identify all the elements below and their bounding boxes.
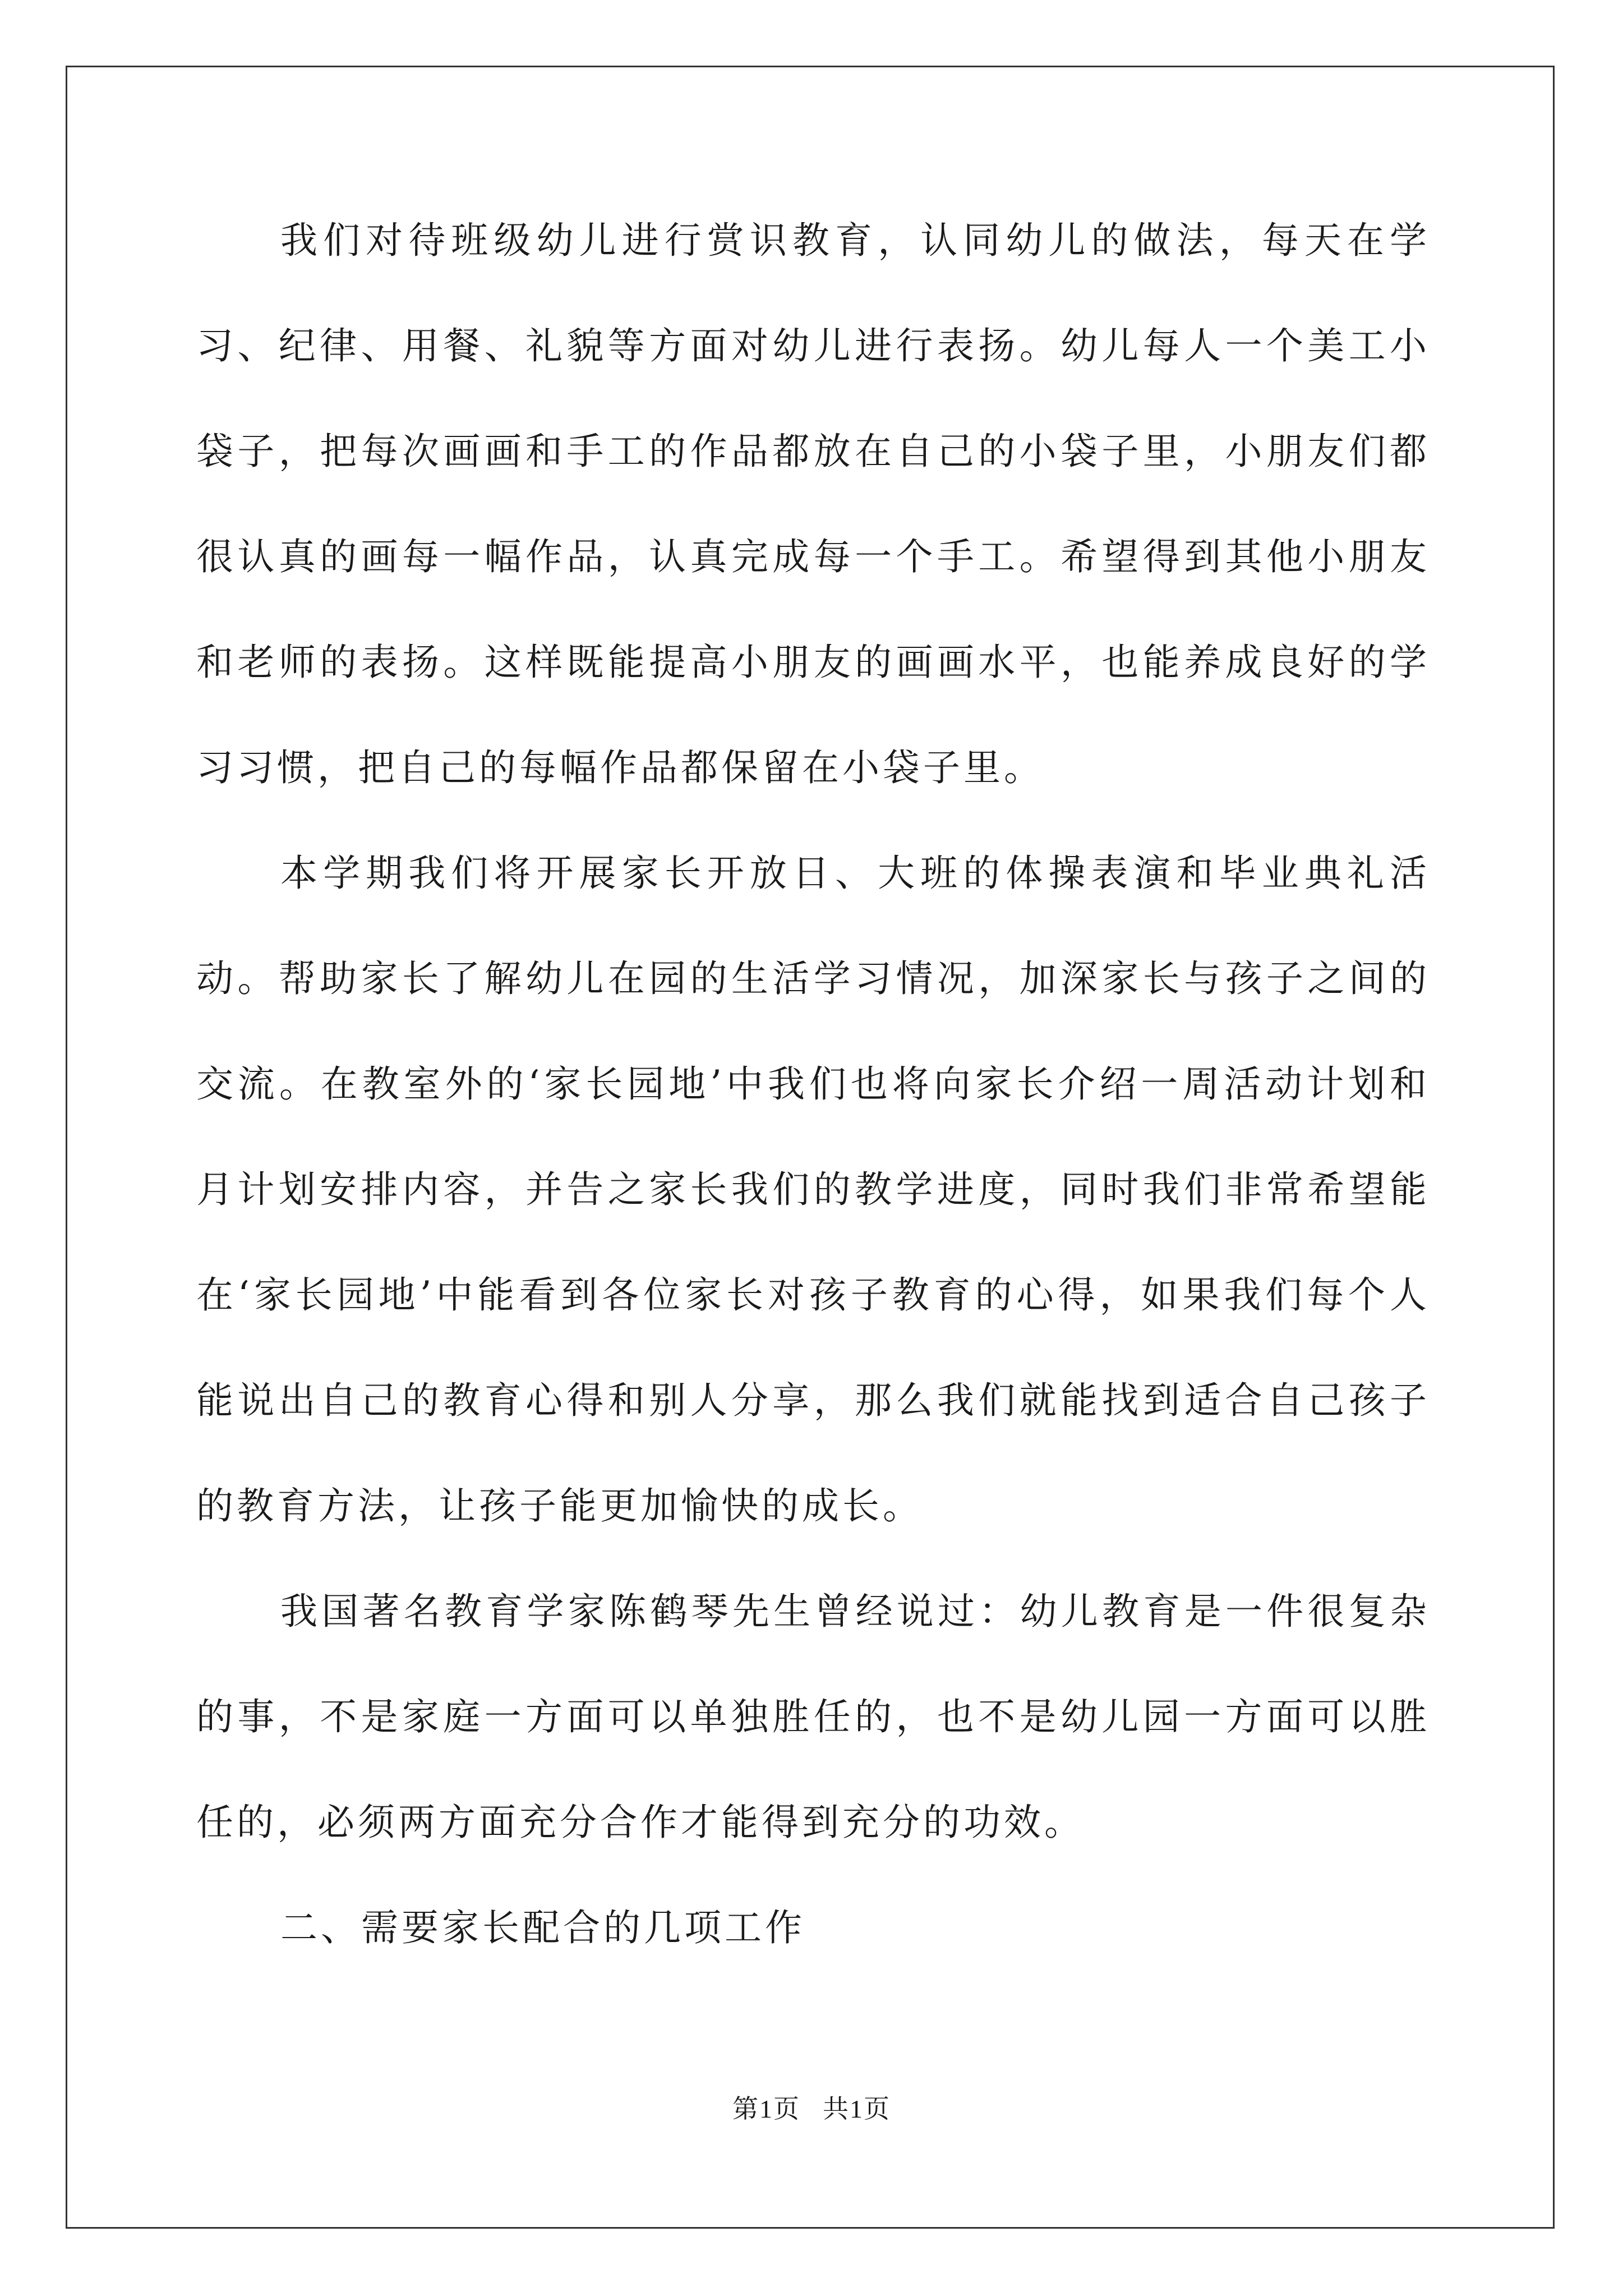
paragraph-parent-open-day: 本学期我们将开展家长开放日、大班的体操表演和毕业典礼活动。帮助家长了解幼儿在园的生活学习情况，加深家长与孩子之间的交流。在教室外的‘家长园地’中我们也将向家长介绍一周活动计划和月计划安排内容，并告之家长我们的教学进度，同时我们非常希望能在‘家长园地’中能看到各位家长对孩子教育的心得，如果我们每个人能说出自己的教育心得和别人分享，那么我们就能找到适合自己孩子的教育方法，让孩子能更加愉快的成长。 [196,852,1430,1527]
page-total: 共1页 [823,2095,891,2123]
section-heading-parent-cooperation: 二、需要家长配合的几项工作 [280,1906,805,1949]
paragraph-appreciation-education: 我们对待班级幼儿进行赏识教育，认同幼儿的做法，每天在学习、纪律、用餐、礼貌等方面对幼儿进行表扬。幼儿每人一个美工小袋子，把每次画画和手工的作品都放在自己的小袋子里，小朋友们都很认真的画每一幅作品，认真完成每一个手工。希望得到其他小朋友和老师的表扬。这样既能提高小朋友的画画水平，也能养成良好的学习习惯，把自己的每幅作品都保留在小袋子里。 [196,219,1430,789]
page-footer [0,2092,1623,2126]
paragraph-chen-heqin-quote: 我国著名教育学家陈鹤琴先生曾经说过：幼儿教育是一件很复杂的事，不是家庭一方面可以单独胜任的，也不是幼儿园一方面可以胜任的，必须两方面充分合作才能得到充分的功效。 [196,1590,1430,1844]
document-body [196,188,1430,1981]
page-number: 第1页 [732,2095,800,2123]
